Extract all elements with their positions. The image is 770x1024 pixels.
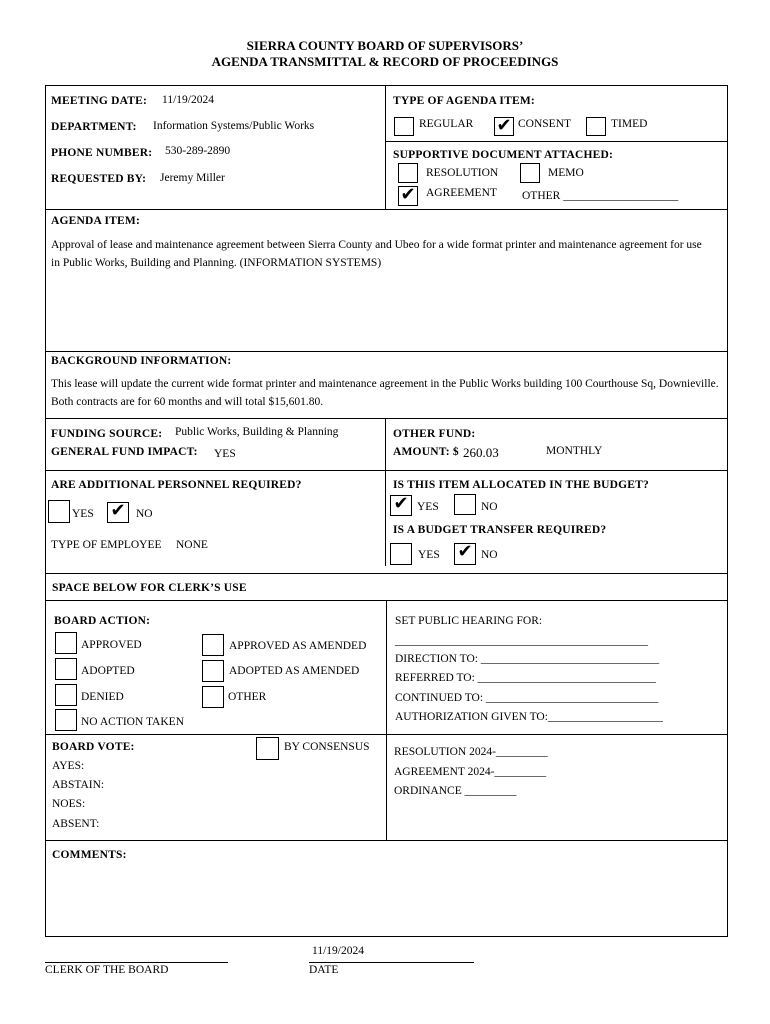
transfer-no-checkbox[interactable]: [454, 543, 476, 565]
consent-checkbox[interactable]: [494, 117, 514, 136]
check-mark-icon: ✔: [400, 184, 416, 205]
requested-by-value[interactable]: Jeremy Miller: [160, 172, 225, 184]
clerk-use-label: SPACE BELOW FOR CLERK’S USE: [52, 582, 247, 594]
memo-label: MEMO: [548, 167, 584, 179]
employee-type-label: TYPE OF EMPLOYEE: [51, 539, 162, 551]
allocated-no-label: NO: [481, 501, 498, 513]
employee-type-value[interactable]: NONE: [176, 539, 208, 551]
denied-checkbox[interactable]: [55, 684, 77, 706]
personnel-label: ARE ADDITIONAL PERSONNEL REQUIRED?: [51, 479, 302, 491]
memo-checkbox[interactable]: [520, 163, 540, 183]
consensus-checkbox[interactable]: [256, 737, 279, 760]
phone-value[interactable]: 530-289-2890: [165, 145, 231, 157]
other-fund-label: OTHER FUND:: [393, 428, 476, 440]
allocated-yes-label: YES: [417, 501, 439, 513]
agreement-label: AGREEMENT: [426, 187, 497, 199]
adopted-label: ADOPTED: [81, 665, 135, 677]
timed-checkbox[interactable]: [586, 117, 606, 136]
other-action-checkbox[interactable]: [202, 686, 224, 708]
adopted-amended-label: ADOPTED AS AMENDED: [229, 665, 360, 677]
adopted-checkbox[interactable]: [55, 658, 77, 680]
referred-field[interactable]: REFERRED TO: _______________________________: [395, 672, 656, 684]
no-action-label: NO ACTION TAKEN: [81, 716, 185, 728]
department-label: DEPARTMENT:: [51, 121, 137, 133]
absent-label: ABSENT:: [52, 818, 100, 830]
consensus-label: BY CONSENSUS: [284, 741, 370, 753]
consent-label: CONSENT: [518, 118, 572, 130]
regular-checkbox[interactable]: [394, 117, 414, 136]
supporting-docs-label: SUPPORTIVE DOCUMENT ATTACHED:: [393, 149, 614, 161]
agenda-type-label: TYPE OF AGENDA ITEM:: [393, 95, 535, 107]
form-title-line1: SIERRA COUNTY BOARD OF SUPERVISORS’: [246, 38, 524, 53]
comments-label: COMMENTS:: [52, 849, 127, 861]
approved-label: APPROVED: [81, 639, 142, 651]
agreement-number-field[interactable]: AGREEMENT 2024-_________: [394, 766, 547, 778]
public-hearing-label: SET PUBLIC HEARING FOR:: [395, 615, 543, 627]
resolution-number-field[interactable]: RESOLUTION 2024-_________: [394, 746, 548, 758]
budget-transfer-label: IS A BUDGET TRANSFER REQUIRED?: [393, 524, 607, 536]
amount-value[interactable]: 260.03: [463, 445, 499, 460]
budget-allocated-label: IS THIS ITEM ALLOCATED IN THE BUDGET?: [393, 479, 650, 491]
other-action-label: OTHER: [228, 691, 267, 703]
funding-source-label: FUNDING SOURCE:: [51, 428, 163, 440]
date-signature-line: [309, 962, 474, 963]
agenda-item-text: Approval of lease and maintenance agreement between Sierra County and Ubeo for a wide format printer and maintenance agreement for use in Public Works, Building and Planning. (INFORMATION SYSTEMS): [51, 239, 702, 269]
background-label: BACKGROUND INFORMATION:: [51, 355, 232, 367]
requested-by-label: REQUESTED BY:: [51, 173, 147, 185]
approved-amended-label: APPROVED AS AMENDED: [229, 640, 367, 652]
personnel-yes-checkbox[interactable]: [48, 500, 70, 523]
abstain-label: ABSTAIN:: [52, 779, 105, 791]
meeting-date-value[interactable]: 11/19/2024: [162, 94, 214, 106]
public-hearing-field[interactable]: ____________________________________________: [395, 635, 648, 647]
check-mark-icon: ✔: [393, 493, 409, 514]
check-mark-icon: ✔: [496, 115, 512, 136]
noes-label: NOES:: [52, 798, 86, 810]
no-action-checkbox[interactable]: [55, 709, 77, 731]
approved-amended-checkbox[interactable]: [202, 634, 224, 656]
background-text: This lease will update the current wide format printer and maintenance agreement in the Public Works building 100 Courthouse Sq, Downieville. Both contracts are for 60 months and will total $15,601.80.: [51, 378, 719, 408]
adopted-amended-checkbox[interactable]: [202, 660, 224, 682]
personnel-no-label: NO: [136, 508, 153, 520]
regular-label: REGULAR: [419, 118, 474, 130]
approved-checkbox[interactable]: [55, 632, 77, 654]
authorization-field[interactable]: AUTHORIZATION GIVEN TO:____________________: [395, 711, 663, 723]
funding-source-value[interactable]: Public Works, Building & Planning: [175, 426, 339, 438]
transfer-yes-label: YES: [418, 549, 440, 561]
personnel-no-checkbox[interactable]: [107, 502, 129, 523]
resolution-label: RESOLUTION: [426, 167, 499, 179]
check-mark-icon: ✔: [457, 541, 473, 562]
amount-label: AMOUNT: $: [393, 446, 459, 458]
check-mark-icon: ✔: [110, 500, 126, 521]
amount-frequency: MONTHLY: [546, 445, 603, 457]
resolution-checkbox[interactable]: [398, 163, 418, 183]
clerk-signature-line[interactable]: [45, 962, 228, 963]
agenda-item-label: AGENDA ITEM:: [51, 215, 140, 227]
personnel-yes-label: YES: [72, 508, 94, 520]
agreement-checkbox[interactable]: [398, 186, 418, 206]
ayes-label: AYES:: [52, 760, 85, 772]
transfer-no-label: NO: [481, 549, 498, 561]
timed-label: TIMED: [611, 118, 648, 130]
direction-field[interactable]: DIRECTION TO: _______________________________: [395, 653, 660, 665]
allocated-yes-checkbox[interactable]: [390, 495, 412, 516]
department-value[interactable]: Information Systems/Public Works: [153, 120, 315, 132]
footer-date-label: DATE: [309, 964, 339, 976]
denied-label: DENIED: [81, 691, 124, 703]
board-vote-label: BOARD VOTE:: [52, 741, 135, 753]
board-action-label: BOARD ACTION:: [54, 615, 151, 627]
continued-field[interactable]: CONTINUED TO: ______________________________: [395, 692, 659, 704]
meeting-date-label: MEETING DATE:: [51, 95, 147, 107]
phone-label: PHONE NUMBER:: [51, 147, 153, 159]
form-title-line2: AGENDA TRANSMITTAL & RECORD OF PROCEEDINGS: [211, 54, 559, 69]
general-fund-impact-label: GENERAL FUND IMPACT:: [51, 446, 198, 458]
other-doc-field[interactable]: OTHER ____________________: [522, 190, 679, 202]
general-fund-impact-value[interactable]: YES: [214, 448, 236, 460]
allocated-no-checkbox[interactable]: [454, 494, 476, 515]
footer-date-value[interactable]: 11/19/2024: [312, 945, 364, 957]
ordinance-number-field[interactable]: ORDINANCE _________: [394, 785, 517, 797]
clerk-of-board-label: CLERK OF THE BOARD: [45, 964, 169, 976]
transfer-yes-checkbox[interactable]: [390, 543, 412, 565]
